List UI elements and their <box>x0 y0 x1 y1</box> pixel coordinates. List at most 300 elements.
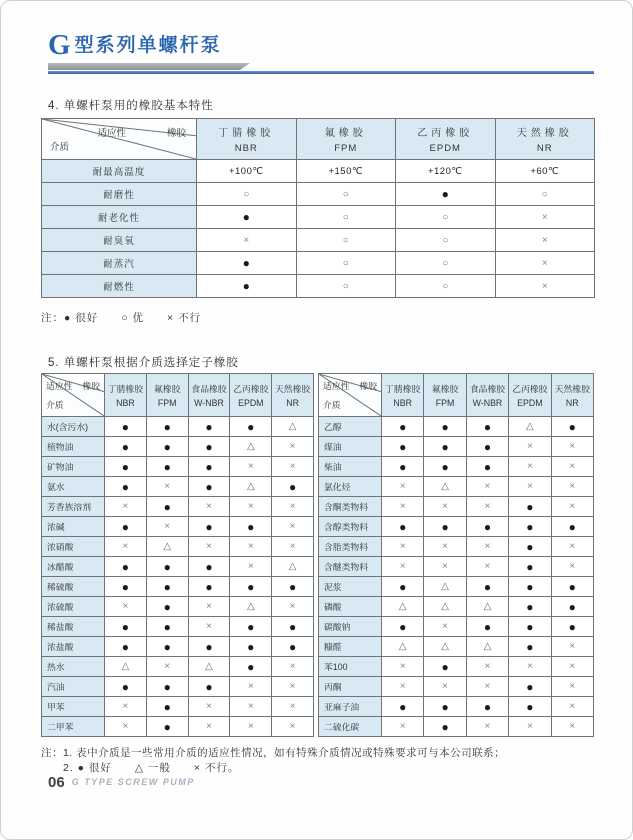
section4-heading: 4. 单螺杆泵用的橡胶基本特性 <box>48 100 214 112</box>
cell-value: × <box>466 477 508 497</box>
cell-value: × <box>509 457 551 477</box>
table2-note-line1: 注：1. 表中介质是一些常用介质的适应性情况，如有特殊介质情况或特殊要求可与本公司联系； <box>41 747 506 759</box>
cell-value: ● <box>188 437 230 457</box>
column-name: 乙丙橡胶 <box>512 384 548 394</box>
cell-value: × <box>146 477 188 497</box>
cell-value: × <box>495 206 595 229</box>
cell-value: ● <box>230 637 272 657</box>
cell-value: ● <box>382 697 424 717</box>
cell-value: ● <box>424 717 466 737</box>
cell-value: × <box>509 717 551 737</box>
table-row <box>319 697 594 717</box>
cell-value: ○ <box>495 183 595 206</box>
table-row <box>319 497 594 517</box>
row-label: 磷酸 <box>319 597 382 617</box>
row-label: 热水 <box>42 657 105 677</box>
corner-label-adaptability: 适应性 <box>323 381 350 391</box>
cell-value: ● <box>188 417 230 437</box>
cell-value: × <box>105 537 147 557</box>
column-header <box>551 374 593 417</box>
table-row <box>319 457 594 477</box>
cell-value: △ <box>509 417 551 437</box>
row-label: 含酮类物料 <box>319 497 382 517</box>
cell-value: × <box>188 697 230 717</box>
cell-value: ● <box>188 517 230 537</box>
column-header <box>272 374 314 417</box>
cell-value: × <box>509 437 551 457</box>
cell-value: ● <box>466 577 508 597</box>
table-row <box>42 617 314 637</box>
table-row <box>42 597 314 617</box>
cell-value: ● <box>272 617 314 637</box>
row-label: 二甲苯 <box>42 717 105 737</box>
cell-value: ● <box>197 275 297 298</box>
cell-value: × <box>551 717 593 737</box>
cell-value: ● <box>105 577 147 597</box>
table-row <box>319 657 594 677</box>
cell-value: × <box>272 517 314 537</box>
table-row <box>319 517 594 537</box>
table-row <box>42 252 595 275</box>
cell-value: × <box>230 717 272 737</box>
table1-legend: 注：● 很好 ○ 优 × 不行 <box>41 312 202 324</box>
cell-value: ● <box>551 617 593 637</box>
row-label: 浓硝酸 <box>42 537 105 557</box>
cell-value: ● <box>382 457 424 477</box>
cell-value: ● <box>105 637 147 657</box>
cell-value: ○ <box>396 206 496 229</box>
table-row <box>42 537 314 557</box>
cell-value: × <box>551 657 593 677</box>
table-row <box>42 457 314 477</box>
table-row <box>42 657 314 677</box>
cell-value: × <box>230 697 272 717</box>
table-row <box>319 477 594 497</box>
cell-value: ● <box>396 183 496 206</box>
cell-value: × <box>382 557 424 577</box>
row-label: 汽油 <box>42 677 105 697</box>
cell-value: ● <box>146 597 188 617</box>
cell-value: × <box>424 557 466 577</box>
cell-value: +120℃ <box>396 160 496 183</box>
cell-value: × <box>188 717 230 737</box>
table-row <box>42 206 595 229</box>
column-code: EPDM <box>517 398 543 408</box>
cell-value: ● <box>382 437 424 457</box>
cell-value: ● <box>272 577 314 597</box>
cell-value: ● <box>551 517 593 537</box>
column-name: 乙丙橡胶 <box>233 384 269 394</box>
cell-value: ● <box>509 577 551 597</box>
cell-value: ● <box>509 537 551 557</box>
cell-value: ● <box>509 697 551 717</box>
cell-value: △ <box>424 477 466 497</box>
cell-value: ● <box>146 557 188 577</box>
cell-value: ● <box>146 577 188 597</box>
cell-value: ● <box>509 557 551 577</box>
cell-value: ● <box>382 517 424 537</box>
cell-value: ● <box>188 677 230 697</box>
page-number: 06 <box>48 774 65 791</box>
row-label: 稀硫酸 <box>42 577 105 597</box>
cell-value: ● <box>466 417 508 437</box>
cell-value: ○ <box>296 183 396 206</box>
cell-value: ● <box>424 437 466 457</box>
table-row <box>42 557 314 577</box>
row-label: 稀盐酸 <box>42 617 105 637</box>
cell-value: ○ <box>296 229 396 252</box>
cell-value: +60℃ <box>495 160 595 183</box>
cell-value: ● <box>188 577 230 597</box>
row-label: 含脂类物料 <box>319 537 382 557</box>
column-code: FPM <box>435 398 455 408</box>
column-header <box>230 374 272 417</box>
row-label: 耐磨性 <box>42 183 197 206</box>
cell-value: × <box>230 537 272 557</box>
cell-value: △ <box>424 637 466 657</box>
cell-value: ● <box>230 617 272 637</box>
section5-heading: 5. 单螺杆泵根据介质选择定子橡胶 <box>48 357 239 369</box>
row-label: 浓盐酸 <box>42 637 105 657</box>
stator-rubber-table-left <box>41 373 314 737</box>
cell-value: × <box>382 537 424 557</box>
cell-value: × <box>466 537 508 557</box>
row-label: 苯100 <box>319 657 382 677</box>
cell-value: × <box>105 497 147 517</box>
row-label: 植物油 <box>42 437 105 457</box>
column-code: FPM <box>334 143 358 154</box>
column-code: W-NBR <box>472 398 503 408</box>
corner-cell <box>319 374 382 417</box>
page-title-text: 型系列单螺杆泵 <box>74 35 222 56</box>
column-name: 氟橡胶 <box>324 128 367 139</box>
table-row <box>319 617 594 637</box>
column-code: W-NBR <box>194 398 224 408</box>
cell-value: × <box>382 657 424 677</box>
column-header <box>296 119 396 160</box>
cell-value: × <box>551 677 593 697</box>
column-name: 天然橡胶 <box>554 384 590 394</box>
page-title <box>48 29 222 62</box>
cell-value: ● <box>230 517 272 537</box>
column-code: EPDM <box>238 398 264 408</box>
cell-value: × <box>230 457 272 477</box>
cell-value: × <box>272 657 314 677</box>
row-label: 乙醇 <box>319 417 382 437</box>
table-row <box>319 677 594 697</box>
cell-value: ○ <box>296 206 396 229</box>
cell-value: × <box>272 457 314 477</box>
cell-value: △ <box>188 657 230 677</box>
cell-value: ● <box>188 457 230 477</box>
table-row <box>319 637 594 657</box>
cell-value: × <box>230 497 272 517</box>
cell-value: ● <box>424 657 466 677</box>
row-label: 耐蒸汽 <box>42 252 197 275</box>
cell-value: × <box>188 537 230 557</box>
cell-value: ● <box>105 677 147 697</box>
cell-value: ● <box>382 577 424 597</box>
cell-value: × <box>146 517 188 537</box>
cell-value: +100℃ <box>197 160 297 183</box>
corner-label-medium: 介质 <box>50 142 70 153</box>
column-code: NR <box>536 143 553 154</box>
cell-value: × <box>551 537 593 557</box>
row-label: 水(含污水) <box>42 417 105 437</box>
row-label: 耐燃性 <box>42 275 197 298</box>
cell-value: × <box>424 617 466 637</box>
cell-value: ● <box>146 457 188 477</box>
cell-value: ○ <box>296 252 396 275</box>
cell-value: × <box>272 697 314 717</box>
cell-value: △ <box>466 637 508 657</box>
cell-value: ● <box>197 206 297 229</box>
column-code: NR <box>565 398 579 408</box>
table-row <box>42 160 595 183</box>
cell-value: ● <box>509 617 551 637</box>
row-label: 耐老化性 <box>42 206 197 229</box>
column-name: 氟橡胶 <box>153 384 181 394</box>
cell-value: × <box>551 697 593 717</box>
corner-cell <box>42 374 105 417</box>
title-rule-gray-bar <box>48 63 250 70</box>
page-footer <box>48 774 195 792</box>
column-name: 丁腈橡胶 <box>107 384 143 394</box>
cell-value: × <box>382 497 424 517</box>
cell-value: × <box>272 677 314 697</box>
cell-value: × <box>466 717 508 737</box>
cell-value: +150℃ <box>296 160 396 183</box>
cell-value: × <box>551 477 593 497</box>
table-row <box>42 437 314 457</box>
column-name: 食品橡胶 <box>191 384 227 394</box>
cell-value: ● <box>146 697 188 717</box>
cell-value: × <box>188 497 230 517</box>
row-label: 含醚类物料 <box>319 557 382 577</box>
cell-value: △ <box>382 597 424 617</box>
row-label: 浓硫酸 <box>42 597 105 617</box>
cell-value: ● <box>466 517 508 537</box>
row-label: 亚麻子油 <box>319 697 382 717</box>
table-row <box>42 497 314 517</box>
cell-value: × <box>466 497 508 517</box>
cell-value: ● <box>466 697 508 717</box>
cell-value: △ <box>424 597 466 617</box>
row-label: 碳酸钠 <box>319 617 382 637</box>
cell-value: ○ <box>197 183 297 206</box>
cell-value: △ <box>105 657 147 677</box>
table-row <box>319 537 594 557</box>
cell-value: × <box>551 457 593 477</box>
cell-value: × <box>509 477 551 497</box>
column-header <box>197 119 297 160</box>
cell-value: × <box>495 229 595 252</box>
cell-value: × <box>382 477 424 497</box>
cell-value: ● <box>146 617 188 637</box>
row-label: 芳香族溶剂 <box>42 497 105 517</box>
cell-value: △ <box>382 637 424 657</box>
column-name: 乙丙橡胶 <box>417 128 474 139</box>
cell-value: ● <box>105 617 147 637</box>
corner-label-adaptability: 适应性 <box>46 381 73 391</box>
cell-value: ● <box>466 437 508 457</box>
table-row <box>319 717 594 737</box>
table-row <box>42 229 595 252</box>
row-label: 浓碱 <box>42 517 105 537</box>
table-row <box>42 697 314 717</box>
cell-value: × <box>146 657 188 677</box>
header-row <box>42 119 595 160</box>
cell-value: ● <box>146 437 188 457</box>
column-name: 天然橡胶 <box>516 128 573 139</box>
row-label: 含醇类物料 <box>319 517 382 537</box>
column-code: NR <box>286 398 299 408</box>
table-row <box>42 637 314 657</box>
corner-label-rubber: 橡胶 <box>359 381 377 391</box>
column-code: NBR <box>234 143 258 154</box>
table2-note-line2: 2. ● 很好 △ 一般 × 不行。 <box>63 762 240 774</box>
column-name: 氟橡胶 <box>431 384 459 394</box>
cell-value: × <box>466 557 508 577</box>
title-rule <box>48 63 594 75</box>
cell-value: × <box>272 497 314 517</box>
cell-value: ● <box>188 637 230 657</box>
row-label: 氯化烃 <box>319 477 382 497</box>
cell-value: × <box>105 597 147 617</box>
column-header <box>146 374 188 417</box>
table-row <box>42 477 314 497</box>
cell-value: × <box>382 677 424 697</box>
cell-value: △ <box>272 417 314 437</box>
table-row <box>319 597 594 617</box>
cell-value: ● <box>509 677 551 697</box>
cell-value: ● <box>146 717 188 737</box>
cell-value: × <box>424 677 466 697</box>
cell-value: × <box>466 677 508 697</box>
cell-value: × <box>424 537 466 557</box>
cell-value: × <box>272 437 314 457</box>
cell-value: ● <box>105 557 147 577</box>
cell-value: × <box>272 597 314 617</box>
row-label: 氨水 <box>42 477 105 497</box>
column-name: 食品橡胶 <box>469 384 506 394</box>
cell-value: × <box>495 275 595 298</box>
cell-value: ● <box>197 252 297 275</box>
cell-value: ● <box>146 417 188 437</box>
corner-label-rubber: 橡胶 <box>166 128 186 139</box>
cell-value: × <box>272 537 314 557</box>
row-label: 甲苯 <box>42 697 105 717</box>
cell-value: ● <box>146 677 188 697</box>
column-header <box>509 374 551 417</box>
cell-value: ● <box>424 457 466 477</box>
cell-value: △ <box>230 437 272 457</box>
cell-value: ● <box>509 497 551 517</box>
cell-value: ● <box>272 637 314 657</box>
cell-value: ● <box>424 697 466 717</box>
cell-value: ● <box>466 617 508 637</box>
column-code: NBR <box>393 398 412 408</box>
cell-value: × <box>466 657 508 677</box>
corner-cell <box>42 119 197 160</box>
cell-value: △ <box>272 557 314 577</box>
cell-value: ● <box>188 477 230 497</box>
cell-value: ● <box>509 597 551 617</box>
table-row <box>42 183 595 206</box>
column-header <box>382 374 424 417</box>
cell-value: ● <box>105 477 147 497</box>
column-header <box>466 374 508 417</box>
column-name: 天然橡胶 <box>274 384 311 394</box>
column-name: 丁腈橡胶 <box>385 384 421 394</box>
cell-value: × <box>551 557 593 577</box>
cell-value: × <box>551 637 593 657</box>
header-row <box>42 374 314 417</box>
cell-value: ● <box>551 417 593 437</box>
row-label: 煤油 <box>319 437 382 457</box>
table-row <box>42 677 314 697</box>
cell-value: △ <box>146 537 188 557</box>
cell-value: △ <box>466 597 508 617</box>
column-header <box>105 374 147 417</box>
column-code: NBR <box>116 398 135 408</box>
stator-rubber-table-right <box>318 373 594 737</box>
cell-value: ● <box>382 617 424 637</box>
table-row <box>319 417 594 437</box>
row-label: 耐最高温度 <box>42 160 197 183</box>
cell-value: ● <box>105 437 147 457</box>
table-row <box>42 717 314 737</box>
table-row <box>319 557 594 577</box>
row-label: 柴油 <box>319 457 382 477</box>
column-header <box>188 374 230 417</box>
cell-value: × <box>551 437 593 457</box>
cell-value: ● <box>424 517 466 537</box>
cell-value: × <box>188 597 230 617</box>
cell-value: ● <box>272 477 314 497</box>
cell-value: ● <box>146 497 188 517</box>
cell-value: × <box>188 617 230 637</box>
cell-value: ● <box>105 417 147 437</box>
row-label: 矿物油 <box>42 457 105 477</box>
header-row <box>319 374 594 417</box>
row-label: 二硫化碳 <box>319 717 382 737</box>
cell-value: × <box>424 497 466 517</box>
cell-value: ● <box>509 517 551 537</box>
cell-value: △ <box>424 577 466 597</box>
cell-value: × <box>272 717 314 737</box>
column-name: 丁腈橡胶 <box>218 128 275 139</box>
table-row <box>42 577 314 597</box>
column-header <box>495 119 595 160</box>
table-row <box>42 417 314 437</box>
cell-value: ○ <box>396 229 496 252</box>
cell-value: × <box>105 697 147 717</box>
table-row <box>42 517 314 537</box>
cell-value: △ <box>230 597 272 617</box>
cell-value: × <box>495 252 595 275</box>
cell-value: × <box>382 717 424 737</box>
cell-value: ○ <box>396 275 496 298</box>
cell-value: × <box>230 557 272 577</box>
cell-value: ● <box>230 657 272 677</box>
row-label: 泥浆 <box>319 577 382 597</box>
table-row <box>319 437 594 457</box>
page-title-initial: G <box>48 29 71 61</box>
row-label: 耐臭氧 <box>42 229 197 252</box>
cell-value: ○ <box>396 252 496 275</box>
cell-value: × <box>230 677 272 697</box>
